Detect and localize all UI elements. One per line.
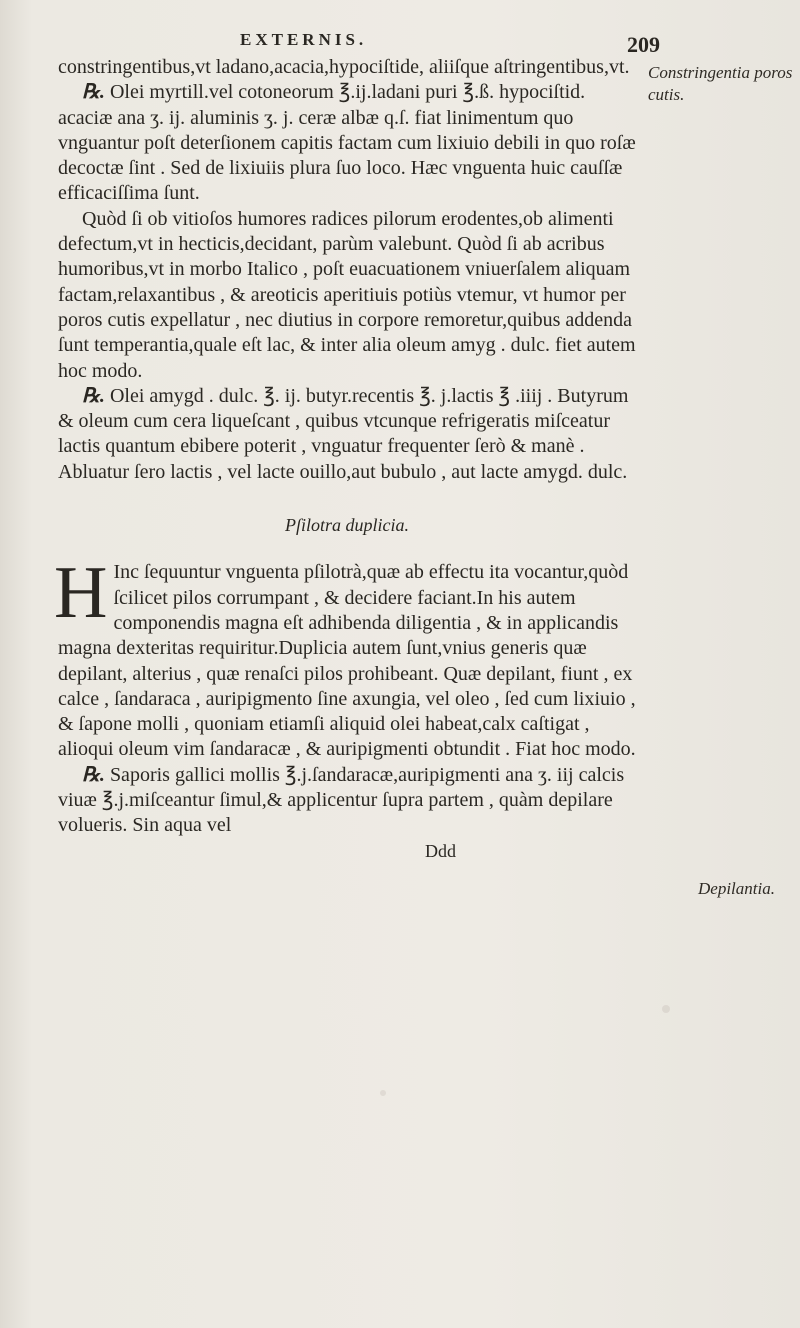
recipe-paragraph-3 — [58, 763, 636, 839]
recipe-paragraph-1 — [58, 80, 636, 206]
recipe-symbol: ℞. — [82, 763, 105, 786]
section-title: Pſilotra duplicia. — [285, 515, 409, 536]
stain — [662, 1005, 670, 1013]
recipe-text-3: Saporis gallici mollis ℥.j.ſandaracæ,auripigmenti ana ʒ. iij calcis viuæ ℥.j.miſceantur ſimul,& applicentur ſupra partem , quàm depilare volueris. Sin aqua vel — [58, 763, 625, 837]
recipe-paragraph-2 — [58, 384, 636, 485]
paragraph-5-text: Inc ſequuntur vnguenta pſilotrà,quæ ab effectu ita vocantur,quòd ſcilicet pilos corrumpant , & decidere faciant.In his autem componendis magna eſt adhibenda diligentia , & in applicandis magna dexteritas requiritur.Duplicia autem ſunt,vnius generis quæ depilant, alterius , quæ renaſci pilos prohibeant. Quæ depilant, fiunt , ex calce , ſandaraca , auripigmento ſine axungia, vel oleo , ſed cum lixiuio , & ſapone molli , quoniam etiamſi aliquid olei habeat,calx caſtigat , alioqui oleum vim ſandaracæ , & auripigmenti obtundit . Fiat hoc modo. — [58, 561, 636, 761]
drop-cap: H — [54, 552, 108, 635]
recipe-text-1: Olei myrtill.vel cotoneorum ℥.ij.ladani puri ℥.ß. hypociſtid. acaciæ ana ʒ. ij. aluminis ʒ. j. ceræ albæ q.ſ. fiat linimentum quo vnguantur poſt deterſionem capitis factam cum lixiuio debili in quo roſæ decoctæ ſint . Sed de lixiuiis plura ſuo loco. Hæc vnguenta huic cauſſæ efficaciſſima ſunt. — [58, 81, 636, 205]
recipe-text-2: Olei amygd . dulc. ℥. ij. butyr.recentis ℥. j.lactis ℥ .iiij . Butyrum & oleum cum cera liqueſcant , quibus vtcunque refrigeratis miſceatur lactis quantum ebibere poterit , vnguatur frequenter ſerò & manè . Abluatur ſero lactis , vel lacte ouillo,aut bubulo , aut lacte amygd. dulc. — [58, 384, 629, 483]
paragraph-3: Quòd ſi ob vitioſos humores radices pilorum erodentes,ob alimenti defectum,vt in hecticis,decidant, parùm valebunt. Quòd ſi ab acribus humoribus,vt in morbo Italico , poſt euacuationem vniuerſalem aliquam factam,relaxantibus , & areoticis aperitiuis potiùs vtemur, vt humor per poros cutis expellatur , nec diutius in corpore remoretur,quibus addenda ſunt temperantia,quale eſt lac, & inter alia oleum amyg . dulc. fiet autem hoc modo. — [58, 207, 636, 382]
margin-note-constringentia: Constringentia poros cutis. — [648, 63, 793, 104]
recipe-symbol: ℞. — [82, 81, 105, 104]
page-number: 209 — [627, 32, 660, 57]
catchword: Ddd — [425, 840, 456, 861]
main-text — [54, 55, 636, 864]
margin-note-depilantia: Depilantia. — [698, 879, 775, 898]
recipe-symbol: ℞. — [82, 384, 105, 407]
stain — [380, 1090, 386, 1096]
running-head: EXTERNIS. — [240, 30, 368, 49]
paragraph-1: constringentibus,vt ladano,acacia,hypociſtide, aliiſque aſtringentibus,vt. — [58, 56, 630, 78]
paragraph-5 — [54, 552, 636, 762]
